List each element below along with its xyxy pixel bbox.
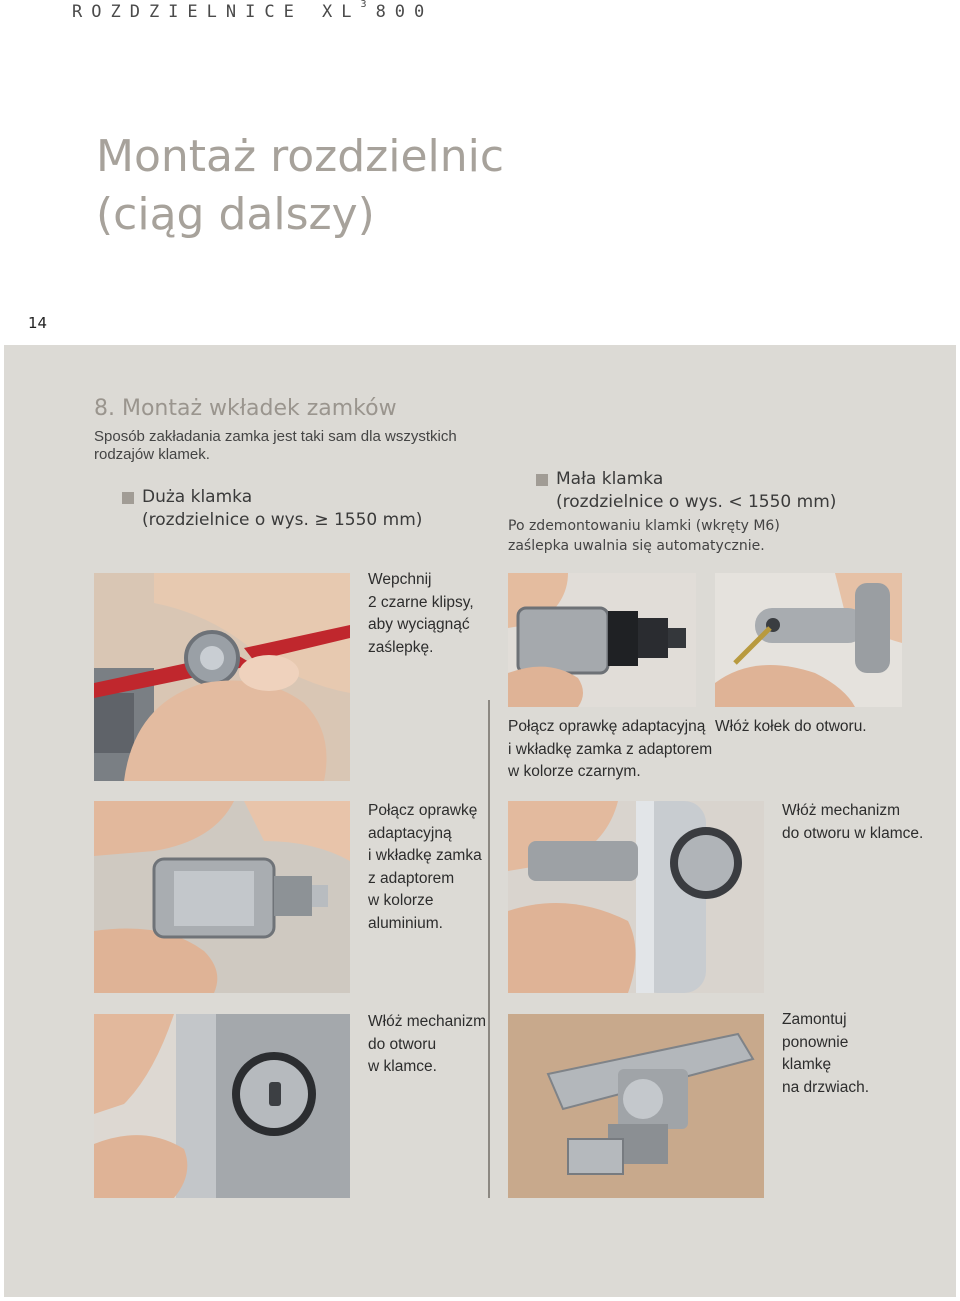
caption-small-4: [782, 1009, 869, 1099]
caption-step-2-line-4: z adaptorem: [368, 869, 455, 887]
page-number: 14: [28, 314, 48, 332]
caption-step-2: [368, 800, 482, 935]
caption-small-4-line-3: klamkę: [782, 1056, 832, 1073]
caption-small-4-line-1: Zamontuj: [782, 1011, 847, 1028]
small-handle-subtitle: (rozdzielnice o wys. < 1550 mm): [556, 492, 837, 512]
caption-step-1: [368, 569, 474, 659]
page-title-line-1: Montaż rozdzielnic: [96, 131, 505, 182]
caption-step-2-line-6: aluminium.: [368, 914, 443, 932]
caption-small-4-line-2: ponownie: [782, 1033, 849, 1051]
caption-small-2: [715, 716, 867, 739]
caption-small-3-line-2: do otworu w klamce.: [782, 824, 924, 842]
caption-small-1-line-1: Połącz oprawkę adaptacyjną: [508, 718, 706, 735]
header-prefix: ROZDZIELNICE XL: [72, 2, 361, 22]
photo-remove-cap: [94, 573, 350, 781]
caption-step-3-line-1: Włóż mechanizm: [368, 1013, 486, 1030]
photo-assembled-handle: [508, 1014, 764, 1198]
photo-aluminium-adapter: [94, 801, 350, 993]
caption-small-1: [508, 716, 712, 784]
photo-insert-small-handle: [508, 801, 764, 993]
caption-step-2-line-3: i wkładkę zamka: [368, 847, 482, 864]
caption-small-2-line-1: Włóż kołek do otworu.: [715, 718, 867, 735]
bullet-square-icon: [536, 474, 548, 486]
large-handle-subtitle: (rozdzielnice o wys. ≥ 1550 mm): [142, 510, 423, 530]
caption-step-3: [368, 1011, 486, 1079]
caption-step-3-line-3: w klamce.: [368, 1058, 437, 1075]
large-handle-title: Duża klamka: [142, 487, 253, 507]
page-title-line-2: (ciąg dalszy): [96, 189, 375, 240]
photo-black-adapter: [508, 573, 696, 707]
caption-small-1-line-2: i wkładkę zamka z adaptorem: [508, 740, 713, 758]
photo-insert-pin: [715, 573, 902, 707]
large-handle-heading: [122, 486, 422, 532]
header-suffix: 800: [375, 2, 434, 22]
caption-small-3-line-1: Włóż mechanizm: [782, 802, 900, 819]
column-divider: [488, 700, 490, 1198]
small-handle-heading: [536, 468, 836, 514]
page-title: [96, 128, 696, 244]
document-header: [72, 2, 433, 22]
caption-step-2-line-5: w kolorze: [368, 892, 434, 909]
small-handle-description-line-2: zaślepka uwalnia się automatycznie.: [508, 538, 765, 554]
small-handle-description: [508, 516, 828, 556]
caption-small-4-line-4: na drzwiach.: [782, 1078, 870, 1096]
section-title: 8. Montaż wkładek zamków: [94, 396, 397, 421]
bullet-square-icon: [122, 492, 134, 504]
caption-step-1-line-1: Wepchnij: [368, 571, 432, 588]
section-intro: Sposób zakładania zamka jest taki sam dla wszystkich rodzajów klamek.: [94, 428, 457, 463]
caption-step-3-line-2: do otworu: [368, 1035, 437, 1053]
caption-step-2-line-1: Połącz oprawkę: [368, 802, 478, 819]
caption-step-1-line-3: aby wyciągnąć: [368, 616, 470, 633]
small-handle-title: Mała klamka: [556, 469, 664, 489]
caption-small-3: [782, 800, 923, 845]
small-handle-description-line-1: Po zdemontowaniu klamki (wkręty M6): [508, 518, 780, 534]
caption-step-1-line-4: zaślepkę.: [368, 638, 434, 656]
caption-step-1-line-2: 2 czarne klipsy,: [368, 593, 474, 611]
caption-small-1-line-3: w kolorze czarnym.: [508, 763, 641, 780]
header-superscript: 3: [360, 0, 367, 11]
caption-step-2-line-2: adaptacyjną: [368, 824, 452, 842]
photo-insert-large-handle: [94, 1014, 350, 1198]
